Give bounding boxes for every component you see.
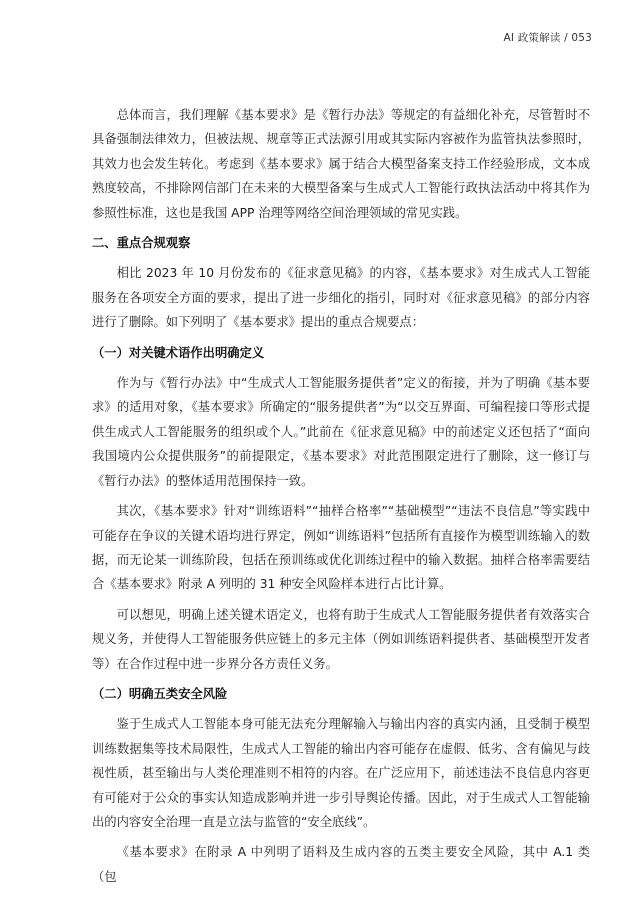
paragraph-risks: 鉴于生成式人工智能本身可能无法充分理解输入与输出内容的真实内涵，且受制于模型训练数据集等技术局限性，生成式人工智能的输出内容可能存在虚假、低劣、含有偏见与歧视性质，甚至输出与人类伦理准则不相符的内容。在广泛应用下，前述违法不良信息内容更有可能对于公众的事实认知造成影响并进一步引导舆论传播。因此，对于生成式人工智能输出的内容安全治理一直是立法与监管的“安全底线”。 — [92, 717, 590, 829]
subsection-heading-terms: （一）对关键术语作出明确定义 — [92, 345, 265, 360]
paragraph-terms: 其次，《基本要求》针对“训练语料”“抽样合格率”“基础模型”“违法不良信息”等实践中可能存在争议的关键术语均进行界定，例如“训练语料”包括所有直接作为模型训练输入的数据，而无论某一训练阶段，包括在预训练或优化训练过程中的输入数据。抽样合格率需要结合《基本要求》附录 A 列明的 31 种安全风险样本进行占比计算。 — [92, 504, 590, 592]
subsection-heading-risks: （二）明确五类安全风险 — [92, 686, 228, 701]
document-body — [92, 103, 590, 895]
paragraph-definition: 作为与《暂行办法》中“生成式人工智能服务提供者”定义的衔接，并为了明确《基本要求》的适用对象，《基本要求》所确定的“服务提供者”为“以交互界面、可编程接口等形式提供生成式人工智能服务的组织或个人。”此前在《征求意见稿》中的前述定义还包括了“面向我国境内公众提供服务”的前提限定，《基本要求》对此范围限定进行了删除，这一修订与《暂行办法》的整体适用范围保持一致。 — [92, 376, 590, 488]
paragraph-appendix: 《基本要求》在附录 A 中列明了语料及生成内容的五类主要安全风险，其中 A.1 类（包 — [92, 845, 590, 884]
page-header: AI 政策解读 / 053 — [503, 32, 592, 44]
paragraph-intro: 相比 2023 年 10 月份发布的《征求意见稿》的内容，《基本要求》对生成式人工智能服务在各项安全方面的要求，提出了进一步细化的指引，同时对《征求意见稿》的部分内容进行了删除。如下列明了《基本要求》提出的重点合规要点： — [92, 266, 590, 330]
section-heading-compliance: 二、重点合规观察 — [92, 236, 191, 251]
paragraph-implications: 可以想见，明确上述关键术语定义，也将有助于生成式人工智能服务提供者有效落实合规义务，并使得人工智能服务供应链上的多元主体（例如训练语料提供者、基础模型开发者等）在合作过程中进一步界分各方责任义务。 — [92, 607, 590, 671]
paragraph-summary: 总体而言，我们理解《基本要求》是《暂行办法》等规定的有益细化补充，尽管暂时不具备强制法律效力，但被法规、规章等正式法源引用或其实际内容被作为监管执法参照时，其效力也会发生转化。考虑到《基本要求》属于结合大模型备案支持工作经验形成，文本成熟度较高，不排除网信部门在未来的大模型备案与生成式人工智能行政执法活动中将其作为参照性标准，这也是我国 APP 治理等网络空间治理领域的常见实践。 — [92, 108, 590, 220]
